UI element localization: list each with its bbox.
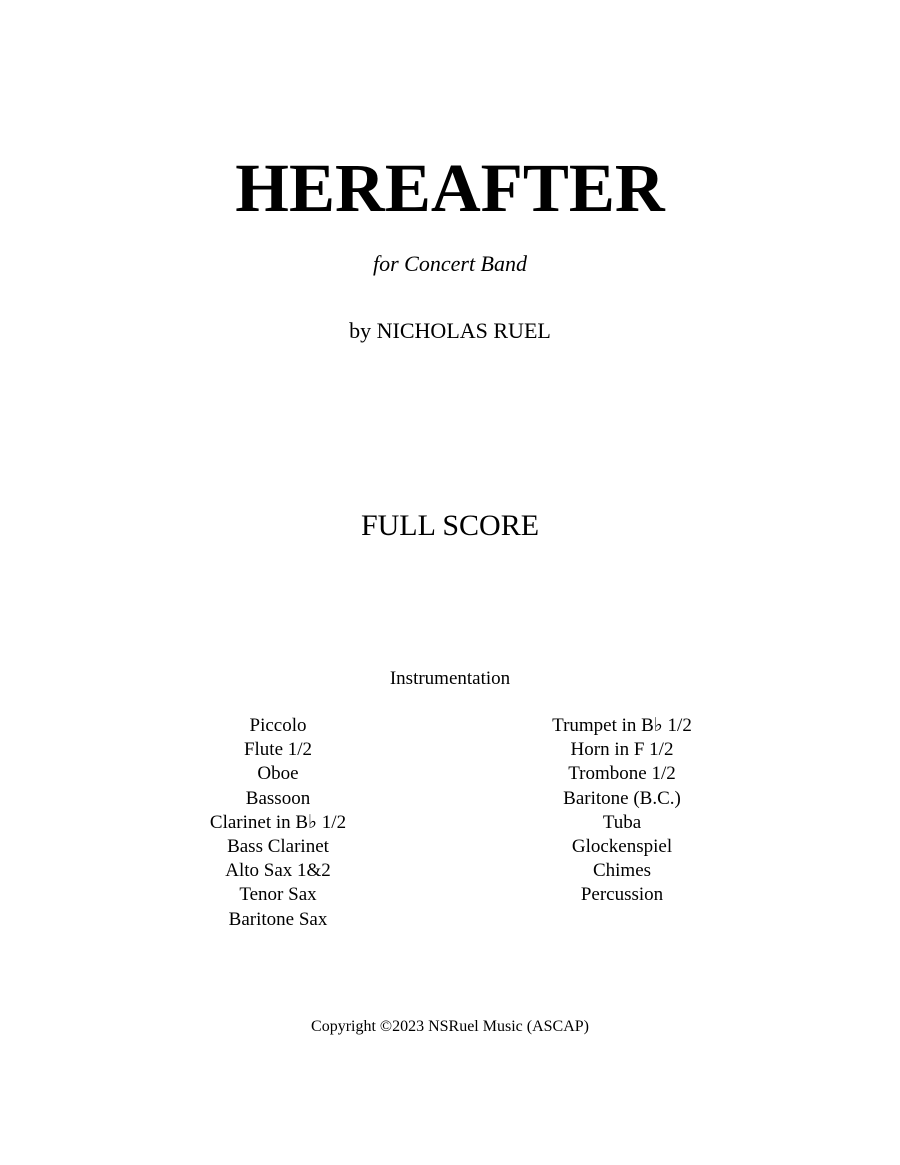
instrument-list-left — [178, 714, 378, 932]
copyright-notice: Copyright ©2023 NSRuel Music (ASCAP) — [311, 1018, 589, 1035]
instrument-item: Glockenspiel — [571, 835, 673, 857]
instrument-item: Alto Sax 1&2 — [225, 860, 331, 882]
instrument-list-right — [522, 714, 722, 908]
instrumentation-heading: Instrumentation — [389, 668, 511, 689]
instrument-item: Horn in F 1/2 — [570, 739, 674, 761]
instrument-item: Tuba — [602, 811, 642, 833]
instrument-item: Trumpet in B♭ 1/2 — [552, 715, 692, 736]
instrument-item: Trombone 1/2 — [568, 763, 676, 785]
instrument-item: Baritone (B.C.) — [563, 787, 681, 809]
piece-subtitle: for Concert Band — [373, 251, 527, 276]
composer-credit: by NICHOLAS RUEL — [349, 318, 551, 343]
instrument-item: Oboe — [257, 763, 299, 785]
score-type-label: FULL SCORE — [360, 509, 540, 542]
instrument-item: Chimes — [592, 860, 652, 882]
instrument-item: Bass Clarinet — [227, 835, 329, 857]
instrument-item: Piccolo — [249, 715, 307, 736]
instrument-item: Percussion — [580, 884, 664, 906]
instrument-item: Baritone Sax — [228, 908, 328, 930]
instrument-item: Bassoon — [245, 787, 311, 809]
instrument-item: Tenor Sax — [239, 884, 317, 906]
instrument-item: Flute 1/2 — [243, 739, 313, 761]
instrument-item: Clarinet in B♭ 1/2 — [209, 811, 347, 833]
piece-title: HEREAFTER — [235, 150, 665, 226]
